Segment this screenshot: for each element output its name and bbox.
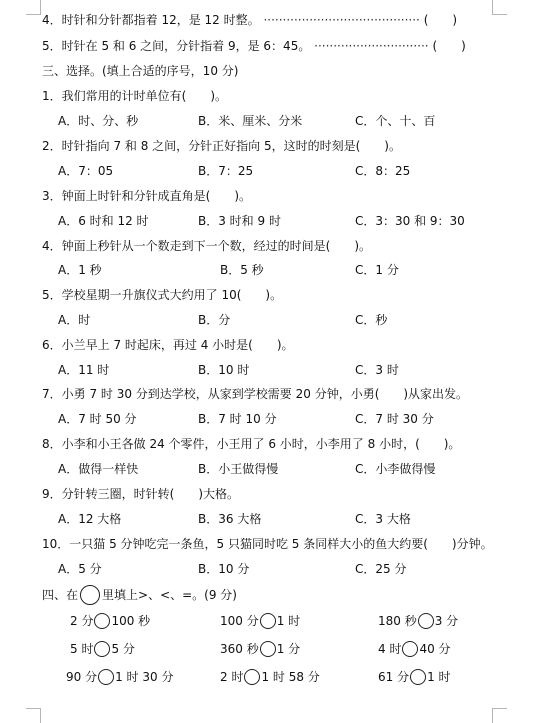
option-a[interactable]: A．5 分 [58,562,102,576]
option-c[interactable]: C．3：30 和 9：30 [355,214,465,228]
choice-question-3: 3．钟面上时针和分针成直角是( )。 [42,189,251,203]
option-b[interactable]: B．3 时和 9 时 [198,214,281,228]
compare-item [378,668,451,686]
option-c[interactable]: C．个、十、百 [355,114,436,128]
option-b[interactable]: B．36 大格 [198,512,262,526]
option-b[interactable]: B．7 时 10 分 [198,412,277,426]
option-b[interactable]: B．小王做得慢 [198,462,279,476]
compare-circle[interactable] [410,669,426,685]
compare-left: 100 分 [220,614,259,628]
compare-item [70,612,150,630]
compare-circle[interactable] [98,669,114,685]
section-4-title [42,584,493,606]
option-a[interactable]: A．做得一样快 [58,462,139,476]
compare-right: 1 时 [427,670,451,684]
compare-right: 1 时 30 分 [115,670,174,684]
compare-left: 2 分 [70,614,94,628]
compare-circle[interactable] [402,641,418,657]
compare-item [66,668,173,686]
option-c[interactable]: C．25 分 [355,562,407,576]
compare-left: 61 分 [378,670,410,684]
option-c[interactable]: C．7 时 30 分 [355,412,434,426]
compare-left: 90 分 [66,670,98,684]
choice-question-5: 5．学校星期一升旗仪式大约用了 10( )。 [42,288,283,302]
compare-circle[interactable] [244,669,260,685]
circle-icon [80,585,100,605]
option-c[interactable]: C．1 分 [355,263,399,277]
compare-right: 40 分 [419,642,451,656]
judge-question-text: 5．时针在 5 和 6 之间，分针指着 9，是 6：45。 [42,39,311,53]
choice-question-7: 7．小勇 7 时 30 分到达学校，从家到学校需要 20 分钟，小勇( )从家出发。 [42,387,469,401]
option-a[interactable]: A．6 时和 12 时 [58,214,149,228]
option-b[interactable]: B．10 时 [198,363,250,377]
choice-question-10: 10．一只猫 5 分钟吃完一条鱼，5 只猫同时吃 5 条同样大小的鱼大约要( )分钟。 [42,537,493,551]
option-b[interactable]: B．5 秒 [220,263,264,277]
option-c[interactable]: C．秒 [355,313,388,327]
answer-paren[interactable]: ( ) [432,39,466,53]
option-a[interactable]: A．12 大格 [58,512,122,526]
crop-mark-bottom-left [26,708,41,723]
option-b[interactable]: B．10 分 [198,562,250,576]
compare-left: 2 时 [220,670,244,684]
option-b[interactable]: B．米、厘米、分米 [198,114,303,128]
compare-circle[interactable] [260,613,276,629]
judge-question-text: 4．时针和分针都指着 12，是 12 时整。 [42,13,260,27]
choice-question-9: 9．分针转三圈，时针转( )大格。 [42,487,239,501]
compare-circle[interactable] [94,613,110,629]
compare-item [220,640,300,658]
compare-right: 3 分 [434,614,459,628]
compare-circle[interactable] [418,613,434,629]
option-a[interactable]: A．7 时 50 分 [58,412,137,426]
crop-mark-bottom-right [492,708,507,723]
compare-left: 360 秒 [220,642,259,656]
option-a[interactable]: A．时、分、秒 [58,114,139,128]
compare-left: 4 时 [378,642,402,656]
choice-question-8: 8．小李和小王各做 24 个零件，小王用了 6 小时，小李用了 8 小时，( )。 [42,437,461,451]
choice-question-1: 1．我们常用的计时单位有( )。 [42,89,227,103]
compare-right: 1 分 [276,642,301,656]
compare-circle[interactable] [260,641,276,657]
option-b[interactable]: B．分 [198,313,231,327]
dot-leader: ········································· [263,13,420,27]
compare-circle[interactable] [94,641,110,657]
compare-item [220,668,320,686]
crop-mark-top-right [492,0,507,15]
judge-question-5 [42,38,493,54]
judge-question-4 [42,12,493,28]
compare-right: 100 秒 [111,614,151,628]
compare-item [378,612,458,630]
compare-left: 5 时 [70,642,94,656]
option-c[interactable]: C．3 时 [355,363,399,377]
option-c[interactable]: C．3 大格 [355,512,411,526]
compare-right: 5 分 [111,642,135,656]
option-a[interactable]: A．时 [58,313,91,327]
section-3-title: 三、选择。(填上合适的序号，10 分) [42,64,239,78]
option-c[interactable]: C．8：25 [355,164,411,178]
compare-item [220,612,300,630]
option-a[interactable]: A．7：05 [58,164,114,178]
compare-right: 1 时 [276,614,301,628]
section-4-title-post: 里填上>、<、=。(9 分) [102,588,237,602]
option-b[interactable]: B．7：25 [198,164,254,178]
dot-leader: ······························ [314,39,429,53]
choice-question-6: 6．小兰早上 7 时起床，再过 4 小时是( )。 [42,338,294,352]
choice-question-2: 2．时针指向 7 和 8 之间，分针正好指向 5，这时的时刻是( )。 [42,139,401,153]
section-4-title-pre: 四、在 [42,588,79,602]
option-a[interactable]: A．11 时 [58,363,110,377]
choice-question-4: 4．钟面上秒针从一个数走到下一个数，经过的时间是( )。 [42,239,372,253]
option-a[interactable]: A．1 秒 [58,263,102,277]
option-c[interactable]: C．小李做得慢 [355,462,436,476]
crop-mark-top-left [26,0,41,15]
compare-item [378,640,451,658]
compare-item [70,640,135,658]
compare-right: 1 时 58 分 [261,670,320,684]
compare-left: 180 秒 [378,614,417,628]
answer-paren[interactable]: ( ) [423,13,458,27]
